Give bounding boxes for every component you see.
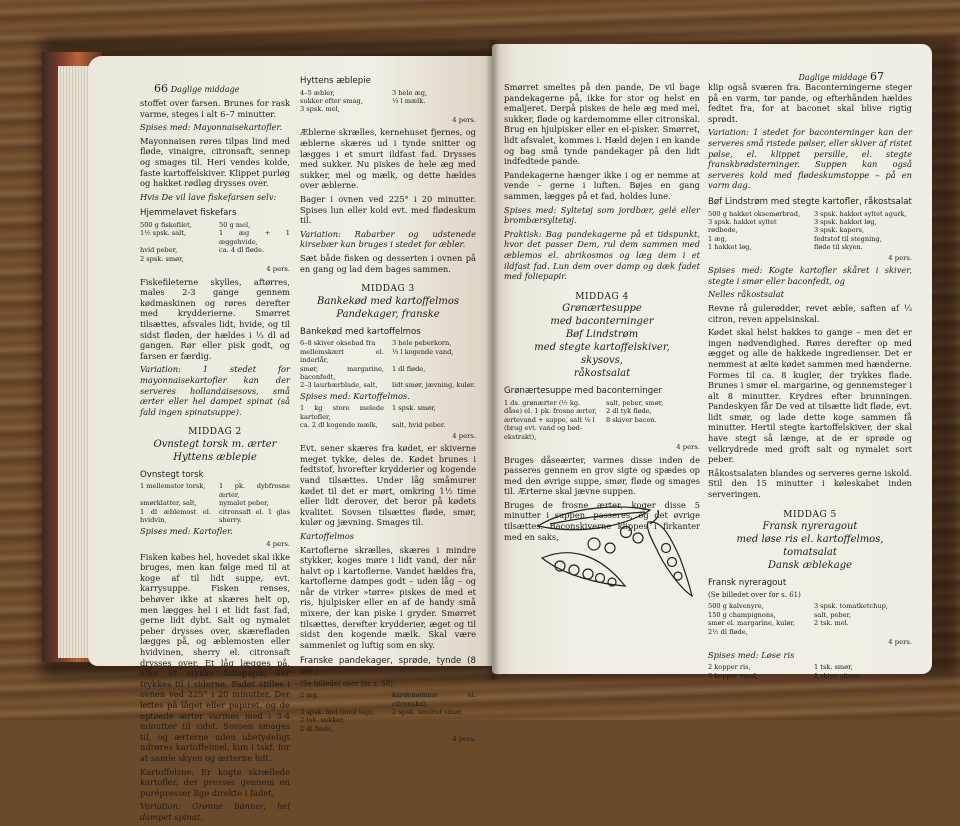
servings: 4 pers. bbox=[888, 638, 912, 647]
ingredient: 1½ spsk. salt, bbox=[140, 229, 187, 238]
text-paragraph: Smørret smeltes på den pande, De vil bage pandekagerne på, ikke for stor og helst en emaljeret. Derpå piskes de hele æg med mel, sukker, fløde og kardemomme eller citronskal. Brug en hjulpisker eller en el-pisker. Smørret, lidt afsvalet, kommes i. Hæld dejen i en kande og bag små tynde pandekager på den lidt indfedtede pande. bbox=[504, 82, 700, 167]
ingredient: citronsaft el. 1 glas sherry. bbox=[219, 507, 290, 525]
text-paragraph: Revne rå gulerødder, revet æble, saften af ⅓ citron, reven appelsinskal. bbox=[708, 302, 912, 324]
ingredient: 6–8 skiver oksebad fra bbox=[300, 339, 376, 348]
ingredient: ca. 4 dl fløde. bbox=[219, 246, 265, 255]
text-paragraph: stoffet over farsen. Brunes for rask varme, steges i alt 6–7 minutter. bbox=[140, 98, 290, 119]
ingredient: ⅓ l kogende vand, bbox=[392, 347, 454, 356]
servings: 4 pers. bbox=[266, 540, 290, 549]
ingredient: 3 spsk. hakket syltet bbox=[708, 217, 777, 226]
serving-note: Spises med: Kartoffelmos. bbox=[300, 390, 410, 401]
recipe-title: Ovnstegt torsk bbox=[140, 469, 204, 480]
ingredient: 3 spsk. kapers, bbox=[814, 226, 865, 235]
ingredient: 3 spsk. tomatketchup, bbox=[814, 602, 888, 611]
recipe-title: Bankekød med kartoffelmos bbox=[300, 326, 421, 337]
page-number: 67 bbox=[870, 70, 884, 83]
recipe-title: Hjemmelavet fiskefars bbox=[140, 208, 237, 219]
menu-block bbox=[504, 292, 700, 381]
variation-text: Variation: 1 stedet for baconterninger kan der serveres små ristede pølser, eller skiver af ristet pølse, el. klippet persille, el. stegte franskbrødsterninger. Suppen kan også serveres kold med flødeskumstoppe – på en varm dag. bbox=[708, 127, 912, 191]
ingredient: 150 g champignons, bbox=[708, 610, 776, 619]
ingredient: salt, peber, smør, bbox=[606, 398, 664, 407]
servings: 4 pers. bbox=[452, 735, 476, 744]
ingredient: smørklatter, salt, bbox=[140, 499, 197, 508]
variation-text: Variation: Rabarber og udstenede kirsebær kan bruges i stedet for æbler. bbox=[300, 228, 476, 250]
text-paragraph: Fiskefileterne skylles, aftørres, males 2-3 gange gennem kødmaskinen og røres derefter med krydderierne. Smørret tilsættes, afsvales lidt, hvide, og til sidst fløden, der hældes i ⅓ dl ad gangen. Rør eller pisk godt, og farsen er færdig. bbox=[140, 276, 290, 361]
text-paragraph: Kartoffelsne: Er kogte skrællede kartofler, der presses gennem en purépresser lige direkte i fadet. bbox=[140, 766, 290, 798]
running-head: Daglige middage bbox=[170, 85, 240, 94]
ingredient: 500 g kalvenyre, bbox=[708, 602, 764, 611]
ingredient-list bbox=[300, 89, 476, 114]
left-page bbox=[88, 56, 496, 822]
ingredient-list bbox=[300, 404, 476, 429]
ingredient: 3 hele æg, bbox=[392, 88, 428, 97]
page-number: 66 bbox=[154, 82, 168, 95]
ingredient: 3 hele peberkorn, bbox=[392, 339, 452, 348]
ingredient: 2 spsk. smeltet smør. bbox=[392, 708, 463, 717]
ingredient: smør, margarine, baconfedt, bbox=[300, 364, 384, 381]
ingredient: salt, hvid peber. bbox=[392, 421, 446, 430]
ingredient bbox=[392, 105, 476, 113]
ingredient: 1 æg + 1 æggehvide, bbox=[219, 229, 290, 246]
ingredient: nymalet peber, bbox=[219, 499, 269, 508]
ingredient: 2–3 laurbærblade, salt, bbox=[300, 381, 378, 390]
running-head: Daglige middage bbox=[798, 73, 868, 82]
ingredient: 1 ds. grønærter (½ kg. bbox=[504, 398, 581, 407]
text-paragraph: Evt. sener skæres fra kødet, er skiverne meget tykke, deles de. Kødet brunes i fedtstof, hvorefter krydderier og kogende vand tilsættes. Under låg småmurer kødet til det er mørt, omkring 1½ time eller lidt derover, det beror på kødets kvalitet. Sovsen tilsættes fløde, smør, kulør og jævning. Smages til. bbox=[300, 443, 476, 528]
ingredient: 1 skive citron. bbox=[814, 671, 862, 680]
serving-note: Spises med: Kartofler. bbox=[140, 525, 233, 536]
serving-note: Spises med: Løse ris bbox=[708, 649, 795, 660]
menu-heading: MIDDAG 3 bbox=[361, 284, 415, 295]
ingredient: 500 g hakket oksemørbrad, bbox=[708, 209, 801, 218]
ingredient: 1 æg, bbox=[708, 234, 727, 243]
ingredient: smør el. margarine, kulør, bbox=[708, 619, 795, 628]
menu-heading: MIDDAG 2 bbox=[188, 427, 242, 438]
text-paragraph: Kødet skal helst hakkes to gange – men det er ingen nødvendighed. Røres derefter op med ægget og alle de hakkede ingredienser. Det er nemmest at ælte kødet sammen med hænderne. Formes til ca. 8 kugler, der trykkes flade. Brunes i smør el. margarine, og gennemsteger i alt 8 minutter. Krydres efter brunningen. Pandeskyen får De ved at tilsætte lidt fløde, evt. lidt smør, og lade dette koge sammen få minutter. Hertil stegte kartoffelskiver, der skal have stegt så længe, at de er sprøde og velkrydrede med groft salt og nymalet sort peber. bbox=[708, 327, 912, 465]
ingredient: 2 tsk. sukker, bbox=[300, 716, 345, 725]
ingredient: 3 spsk. mel, bbox=[300, 105, 340, 114]
ingredient: 2 æg, bbox=[300, 691, 319, 700]
left-column-1 bbox=[140, 98, 290, 826]
menu-dishes: Bankekød med kartoffelmos Pandekager, franske bbox=[316, 295, 460, 320]
serving-note: Spises med: Syltetøj som jordbær, gelé eller brombærsyltetøj. bbox=[504, 204, 700, 226]
ingredient: 3 spsk. mel (med top), bbox=[300, 708, 375, 717]
ingredient-list bbox=[708, 663, 912, 680]
ingredient bbox=[606, 424, 700, 432]
text-paragraph: Bruges de frosne ærter, koger disse 5 minutter i suppen, passeres, og det øvrige tilsættes. Baconskiverne klippes i firkanter med en saks, bbox=[504, 499, 700, 542]
ingredient: 500 g fiskefilet, bbox=[140, 220, 192, 229]
ingredient: ærtevand + suppe, salt ⅛ l bbox=[504, 415, 595, 424]
ingredient: 1 dl fløde, bbox=[392, 364, 426, 373]
variation-text: Variation: Grønne bønner, hel dampet spinat. bbox=[140, 801, 290, 822]
practical-tip: Praktisk: Bag pandekagerne på et tidspunkt, hvor det passer Dem, rul dem sammen med æblemos el. abrikosmos og læg dem i et ildfast fad. Lun dem over damp og dæk fadet med foliepapir. bbox=[504, 228, 700, 282]
recipe-title: Hyttens æblepie bbox=[300, 76, 371, 86]
menu-block bbox=[140, 427, 290, 464]
ingredient: 3 kopper vand, bbox=[708, 671, 759, 680]
ingredient: lidt smør, jævning, kulør. bbox=[392, 381, 476, 390]
ingredient: kardemomme el. citronskal, bbox=[392, 691, 476, 708]
ingredient: 2 tsk. mel. bbox=[814, 619, 849, 628]
menu-dishes: Ovnstegt torsk m. ærter Hyttens æblepie bbox=[153, 438, 277, 463]
ingredient: hvid peber, bbox=[140, 246, 178, 255]
ingredient-list bbox=[504, 399, 700, 441]
ingredient: 50 g mel, bbox=[219, 220, 251, 229]
ingredient: 8 skiver bacon. bbox=[606, 415, 657, 424]
ingredient: 1 pk. dybfrosne ærter, bbox=[219, 482, 290, 499]
ingredient: (brug evt. vand og bød- bbox=[504, 424, 583, 433]
servings: 4 pers. bbox=[676, 442, 700, 451]
text-paragraph: Æblerne skrælles, kernehuset fjernes, og æblerne skæres ud i tynde snitter og lægges i et smurt ildfast fad. Drysses med sukker. Nu piskes de hele æg med sukker, mel og mælk, og dette hældes over æblerne. bbox=[300, 127, 476, 191]
tip-text: Hvis De vil lave fiskefarsen selv: bbox=[140, 191, 277, 202]
ingredient: 3 spsk. hakket syltet agurk, bbox=[814, 209, 907, 218]
text-paragraph: Fisken købes hel, hovedet skal ikke bruges, men kan følge med til at koge af til lidt suppe, evt. karrysuppe. Fisken renses, behøver ikke at skæres helt op, men lægges hel i et lidt fast fad, gerne lidt dybt. Salt og nymalet peber drysses over, skærefladen lægges på, og æblemosten eller hvidvinen, sherry el. citronsaft drysses over. Et låg lægges på, eller et stykke foliepapir, der trykkes til i siderne. Fadet stilles i ovnen ved 225° i 20 minutter. Der lettes på låget eller papiret, og de optøede ærter varmes med i 3-4 minutter til sidst. Sovsen smages til, og ærterne uden ubetydeligt udrøres kartoffelmel, kun i tskf. for at samle skyen og ærterne lidt. bbox=[140, 551, 290, 763]
ingredient bbox=[392, 716, 476, 724]
menu-heading: MIDDAG 5 bbox=[783, 509, 837, 520]
ingredient: sukker efter smag, bbox=[300, 97, 363, 105]
see-photo-note: (Se billedet over for s. 61) bbox=[708, 590, 801, 599]
ingredient: 1 hakket løg, bbox=[708, 243, 752, 252]
recipe-title: Fransk nyreragout bbox=[708, 578, 787, 589]
text-paragraph: Bager i ovnen ved 225° i 20 minutter. Spises lun eller kold evt. med flødeskum til. bbox=[300, 193, 476, 226]
ingredient: 1 mellemstor torsk, bbox=[140, 482, 206, 491]
servings: 4 pers. bbox=[266, 264, 290, 273]
text-paragraph: Mayonnaisen røres tilpas lind med fløde, vinaigre, citronsaft, sennep og smages til. Heri vendes kolde, faste kartoffelskiver. Klippet purløg og hakket rødløg drysses over. bbox=[140, 135, 290, 189]
menu-dishes: Grønærtesuppe med baconterninger Bøf Lindstrøm med stegte kartoffelskiver, skysovs, råkostsalat bbox=[534, 303, 670, 380]
text-paragraph: klip også sværen fra. Baconterningerne steger på en varm, tør pande, og efterhånden hældes fedtet fra, for at baconet skal blive rigtig sprødt. bbox=[708, 82, 912, 124]
ingredient: 2 dl fløde, bbox=[300, 724, 334, 733]
see-photo-note: (Se billedet over for s. 58) bbox=[300, 679, 393, 688]
right-column-2 bbox=[708, 82, 912, 681]
text-paragraph: Sæt både fisken og desserten i ovnen på en gang og lad dem bages sammen. bbox=[300, 252, 476, 274]
left-page-header bbox=[154, 82, 240, 95]
ingredient: fedtstof til stegning, bbox=[814, 234, 882, 243]
servings: 4 pers. bbox=[888, 253, 912, 262]
menu-block bbox=[708, 510, 912, 573]
ingredient: 1 spsk. smør, bbox=[392, 404, 436, 413]
recipe-title: Bøf Lindstrøm med stegte kartofler, råkostsalat bbox=[708, 196, 912, 207]
serving-note: Spises med: Mayonnaisekartofler. bbox=[140, 122, 283, 133]
servings: 4 pers. bbox=[452, 115, 476, 124]
servings: 4 pers. bbox=[452, 431, 476, 440]
right-column-1 bbox=[504, 82, 700, 545]
book-gutter bbox=[486, 40, 500, 680]
text-paragraph: Pandekagerne hænger ikke i og er nemme at vende – gerne i luften. Bøjes en gang sammen, lægges på et fad, holdes lune. bbox=[504, 169, 700, 201]
ingredient bbox=[392, 725, 476, 733]
menu-dishes: Fransk nyreragout med løse ris el. kartoffelmos, tomatsalat Dansk æblekage bbox=[736, 521, 884, 572]
ingredient: 2 spsk. smør, bbox=[140, 254, 184, 263]
ingredient-list bbox=[708, 602, 912, 636]
text-paragraph: Kartoflerne skrælles, skæres i mindre stykker, koges møre i lidt vand, der når halvt op i kartoflerne. Vandet hældes fra, kartoflerne dampes godt – uden låg – og når de virker »tørre« piskes de med et ris, hjulpisker eller en af de handy små mixere, der kan piske i gryder. Smørret tilsættes, derefter krydderier, æget og til sidst den kogende mælk. Skal være sammenlet og luftig som en sky. bbox=[300, 544, 476, 650]
left-column-2 bbox=[300, 70, 476, 747]
recipe-title: Franske pandekager, sprøde, tynde (8 stk.) bbox=[300, 656, 476, 678]
menu-block bbox=[300, 284, 476, 321]
ingredient: rødbede, bbox=[708, 226, 738, 235]
ingredient: 1 kg store melede kartofler, bbox=[300, 404, 384, 421]
ingredient: 4–5 æbler, bbox=[300, 88, 335, 97]
ingredient bbox=[814, 628, 912, 636]
ingredient: mellemskært el. inderlår, bbox=[300, 347, 384, 365]
recipe-title: Grønærtesuppe med baconterninger bbox=[504, 386, 662, 397]
ingredient: dåse) el. 1 pk. frosne ærter, bbox=[504, 407, 597, 416]
ingredient-list bbox=[140, 221, 290, 263]
ingredient: ekstrakt), bbox=[504, 432, 537, 441]
variation-text: Variation: 1 stedet for mayonnaisekartofler kan der serveres hollandaisesovs, små ærter eller hel dampet spinat (så fald ingen spinatsuppe). bbox=[140, 364, 290, 417]
ingredient: 2 dl tyk fløde, bbox=[606, 407, 652, 416]
ingredient-list bbox=[708, 210, 912, 252]
ingredient bbox=[606, 433, 700, 441]
ingredient: fløde til skyen. bbox=[814, 243, 863, 252]
ingredient: 2 kopper ris, bbox=[708, 663, 751, 672]
ingredient: 1 dl æblemost el. hvidvin, bbox=[140, 507, 211, 525]
ingredient-list bbox=[140, 482, 290, 524]
ingredient-list bbox=[300, 691, 476, 733]
ingredient: ca. 2 dl kogende mælk, bbox=[300, 421, 378, 430]
ingredient: ⅓ l mælk. bbox=[392, 97, 426, 105]
text-paragraph: Råkostsalaten blandes og serveres gerne iskold. Stil den 15 minutter i køleskabet inden serveringen. bbox=[708, 467, 912, 500]
ingredient: 2½ dl fløde, bbox=[708, 627, 748, 636]
ingredient-list bbox=[300, 339, 476, 389]
ingredient: 1 tsk. smør, bbox=[814, 663, 853, 672]
ingredient: 3 spsk. hakket løg, bbox=[814, 217, 877, 226]
text-paragraph: Bruges dåseærter, varmes disse inden de passeres gennem en grov sigte og spædes op med den øvrige suppe, smør, fløde og smages til. Ærterne skal jævne suppen. bbox=[504, 454, 700, 497]
pea-pod-illustration bbox=[530, 496, 700, 606]
menu-heading: MIDDAG 4 bbox=[575, 291, 629, 302]
subheading: Nelles råkostsalat bbox=[708, 289, 784, 300]
ingredient: salt, peber, bbox=[814, 610, 852, 619]
serving-note: Spises med: Kogte kartofler skåret i skiver, stegte i smør eller baconfedt, og bbox=[708, 265, 912, 286]
subheading: Kartoffelmos bbox=[300, 530, 355, 541]
